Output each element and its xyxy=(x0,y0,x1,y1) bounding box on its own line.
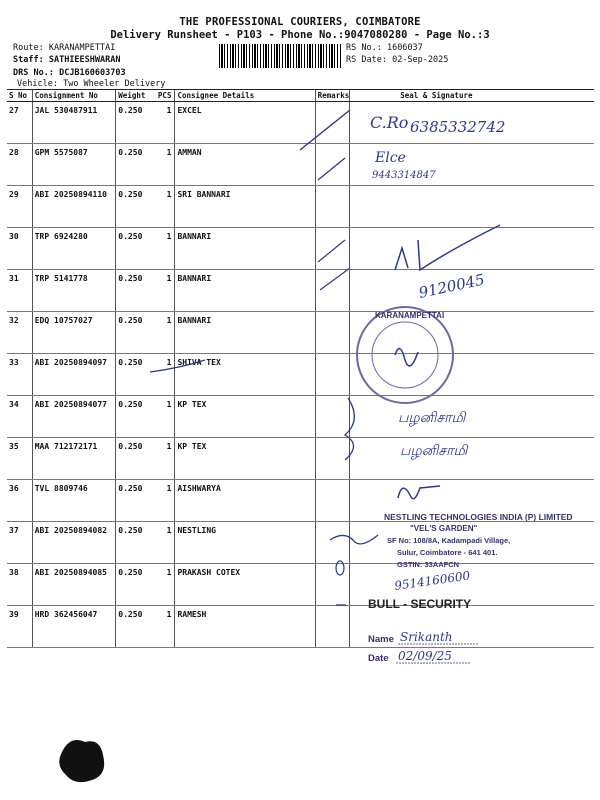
cell-sno: 38 xyxy=(7,564,32,606)
cell-pcs: 1 xyxy=(155,438,175,480)
phone-38: 9514160600 xyxy=(393,568,472,593)
col-header: Remarks xyxy=(315,90,350,102)
cell-pcs: 1 xyxy=(155,606,175,648)
cell-pcs: 1 xyxy=(155,354,175,396)
cell-weight: 0.250 xyxy=(116,186,155,228)
cell-weight: 0.250 xyxy=(116,480,155,522)
cell-sno: 37 xyxy=(7,522,32,564)
cell-consignment: EDQ 10757027 xyxy=(32,312,116,354)
drs-label: DRS No.: xyxy=(13,68,54,78)
drs-value: DCJB160603703 xyxy=(59,68,126,78)
vehicle-label: Vehicle: xyxy=(17,79,58,89)
stamp-line: SF No: 108/8A, Kadampadi Village, xyxy=(387,536,511,545)
cell-pcs: 1 xyxy=(155,480,175,522)
date-label: Date xyxy=(368,653,389,664)
cell-consignee: BANNARI xyxy=(175,270,315,312)
rs-date-value: 02-Sep-2025 xyxy=(392,55,449,65)
cell-consignee: SHIVA TEX xyxy=(175,354,315,396)
remark-stroke xyxy=(318,240,350,290)
cell-consignee: BANNARI xyxy=(175,312,315,354)
cell-weight: 0.250 xyxy=(116,606,155,648)
cell-consignee: AISHWARYA xyxy=(175,480,315,522)
cell-consignment: MAA 712172171 xyxy=(32,438,116,480)
nestling-stamp xyxy=(384,512,573,569)
cell-consignee: PRAKASH COTEX xyxy=(175,564,315,606)
cell-weight: 0.250 xyxy=(116,144,155,186)
cell-pcs: 1 xyxy=(155,186,175,228)
col-header: S No xyxy=(7,90,32,102)
cell-sno: 30 xyxy=(7,228,32,270)
document-title: THE PROFESSIONAL COURIERS, COIMBATORE xyxy=(179,16,421,28)
name-label: Name xyxy=(368,634,394,645)
cell-consignment: HRD 362456047 xyxy=(32,606,116,648)
cell-sno: 39 xyxy=(7,606,32,648)
cell-weight: 0.250 xyxy=(116,270,155,312)
cell-consignment: ABI 20250894110 xyxy=(32,186,116,228)
cell-consignment: GPM 5575087 xyxy=(32,144,116,186)
remark-stroke xyxy=(300,110,350,150)
cell-consignee: KP TEX xyxy=(175,438,315,480)
phone-27: 6385332742 xyxy=(410,118,506,136)
cell-weight: 0.250 xyxy=(116,564,155,606)
staff-value: SATHIEESHWARAN xyxy=(48,55,121,65)
bracket-mark xyxy=(345,398,354,460)
date-value: 02/09/25 xyxy=(398,649,452,663)
signature-27: C.Ro xyxy=(370,113,409,132)
stamp-line: GSTIN: 33AAFCN xyxy=(397,560,460,569)
rs-no-value: 1606037 xyxy=(386,43,423,53)
rs-no-label: RS No.: xyxy=(346,43,382,53)
cell-weight: 0.250 xyxy=(116,396,155,438)
stamp-line: Sulur, Coimbatore - 641 401. xyxy=(397,548,498,557)
cell-weight: 0.250 xyxy=(116,522,155,564)
signature-28: Elce xyxy=(375,150,406,166)
cell-sno: 28 xyxy=(7,144,32,186)
cell-pcs: 1 xyxy=(155,144,175,186)
cell-pcs: 1 xyxy=(155,522,175,564)
cell-consignment: ABI 20250894077 xyxy=(32,396,116,438)
cell-consignment: ABI 20250894085 xyxy=(32,564,116,606)
cell-sno: 27 xyxy=(7,102,32,144)
cell-consignee: EXCEL xyxy=(175,102,315,144)
phone-31: 9120045 xyxy=(417,270,487,302)
cell-sno: 35 xyxy=(7,438,32,480)
col-header: Weight xyxy=(116,90,155,102)
cell-pcs: 1 xyxy=(155,102,175,144)
remark-mark xyxy=(336,561,344,575)
cell-consignee: AMMAN xyxy=(175,144,315,186)
cell-sno: 33 xyxy=(7,354,32,396)
signature-30-31 xyxy=(395,225,500,270)
cell-sno: 29 xyxy=(7,186,32,228)
document-subtitle: Delivery Runsheet - P103 - Phone No.:9047080280 - Page No.:3 xyxy=(110,29,490,41)
col-header: Consignee Details xyxy=(175,90,315,102)
round-seal xyxy=(357,307,453,403)
cell-weight: 0.250 xyxy=(116,102,155,144)
signature-35: பழனிசாமி xyxy=(400,443,468,459)
cell-consignment: ABI 20250894082 xyxy=(32,522,116,564)
name-value: Srikanth xyxy=(400,630,453,644)
route-label: Route: xyxy=(13,43,44,53)
cell-weight: 0.250 xyxy=(116,354,155,396)
cell-weight: 0.250 xyxy=(116,228,155,270)
cell-consignment: TRP 5141778 xyxy=(32,270,116,312)
cell-consignee: NESTLING xyxy=(175,522,315,564)
cell-pcs: 1 xyxy=(155,270,175,312)
cell-sno: 31 xyxy=(7,270,32,312)
cell-consignment: JAL 530487911 xyxy=(32,102,116,144)
cell-consignment: TRP 6924280 xyxy=(32,228,116,270)
col-header: Consignment No xyxy=(32,90,116,102)
route-value: KARANAMPETTAI xyxy=(48,43,116,53)
cell-consignee: RAMESH xyxy=(175,606,315,648)
cell-sno: 34 xyxy=(7,396,32,438)
col-header: Seal & Signature xyxy=(350,90,594,102)
staff-label: Staff: xyxy=(13,55,44,65)
cell-sno: 32 xyxy=(7,312,32,354)
cell-pcs: 1 xyxy=(155,228,175,270)
seal-text: KARANAMPETTAI xyxy=(375,311,445,320)
cell-consignee: SRI BANNARI xyxy=(175,186,315,228)
signature-36 xyxy=(398,486,440,499)
remark-stroke xyxy=(318,158,345,180)
stamp-line: "VEL'S GARDEN" xyxy=(410,524,478,533)
signature-34: பழனிசாமி xyxy=(398,410,466,426)
vehicle-value: Two Wheeler Delivery xyxy=(63,79,166,89)
rs-date-label: RS Date: xyxy=(346,55,387,65)
stamp-line: NESTLING TECHNOLOGIES INDIA (P) LIMITED xyxy=(384,512,573,522)
cell-sno: 36 xyxy=(7,480,32,522)
bull-security-stamp: BULL - SECURITY xyxy=(368,597,472,611)
ink-blot xyxy=(59,740,104,782)
cell-weight: 0.250 xyxy=(116,438,155,480)
cell-pcs: 1 xyxy=(155,564,175,606)
col-header: PCS xyxy=(155,90,175,102)
cell-weight: 0.250 xyxy=(116,312,155,354)
cell-consignment: ABI 20250894097 xyxy=(32,354,116,396)
cell-consignee: KP TEX xyxy=(175,396,315,438)
phone-28: 9443314847 xyxy=(372,170,436,181)
cell-pcs: 1 xyxy=(155,396,175,438)
remark-stroke xyxy=(150,360,205,372)
cell-pcs: 1 xyxy=(155,312,175,354)
signature-37 xyxy=(330,535,378,544)
cell-consignee: BANNARI xyxy=(175,228,315,270)
cell-consignment: TVL 8809746 xyxy=(32,480,116,522)
